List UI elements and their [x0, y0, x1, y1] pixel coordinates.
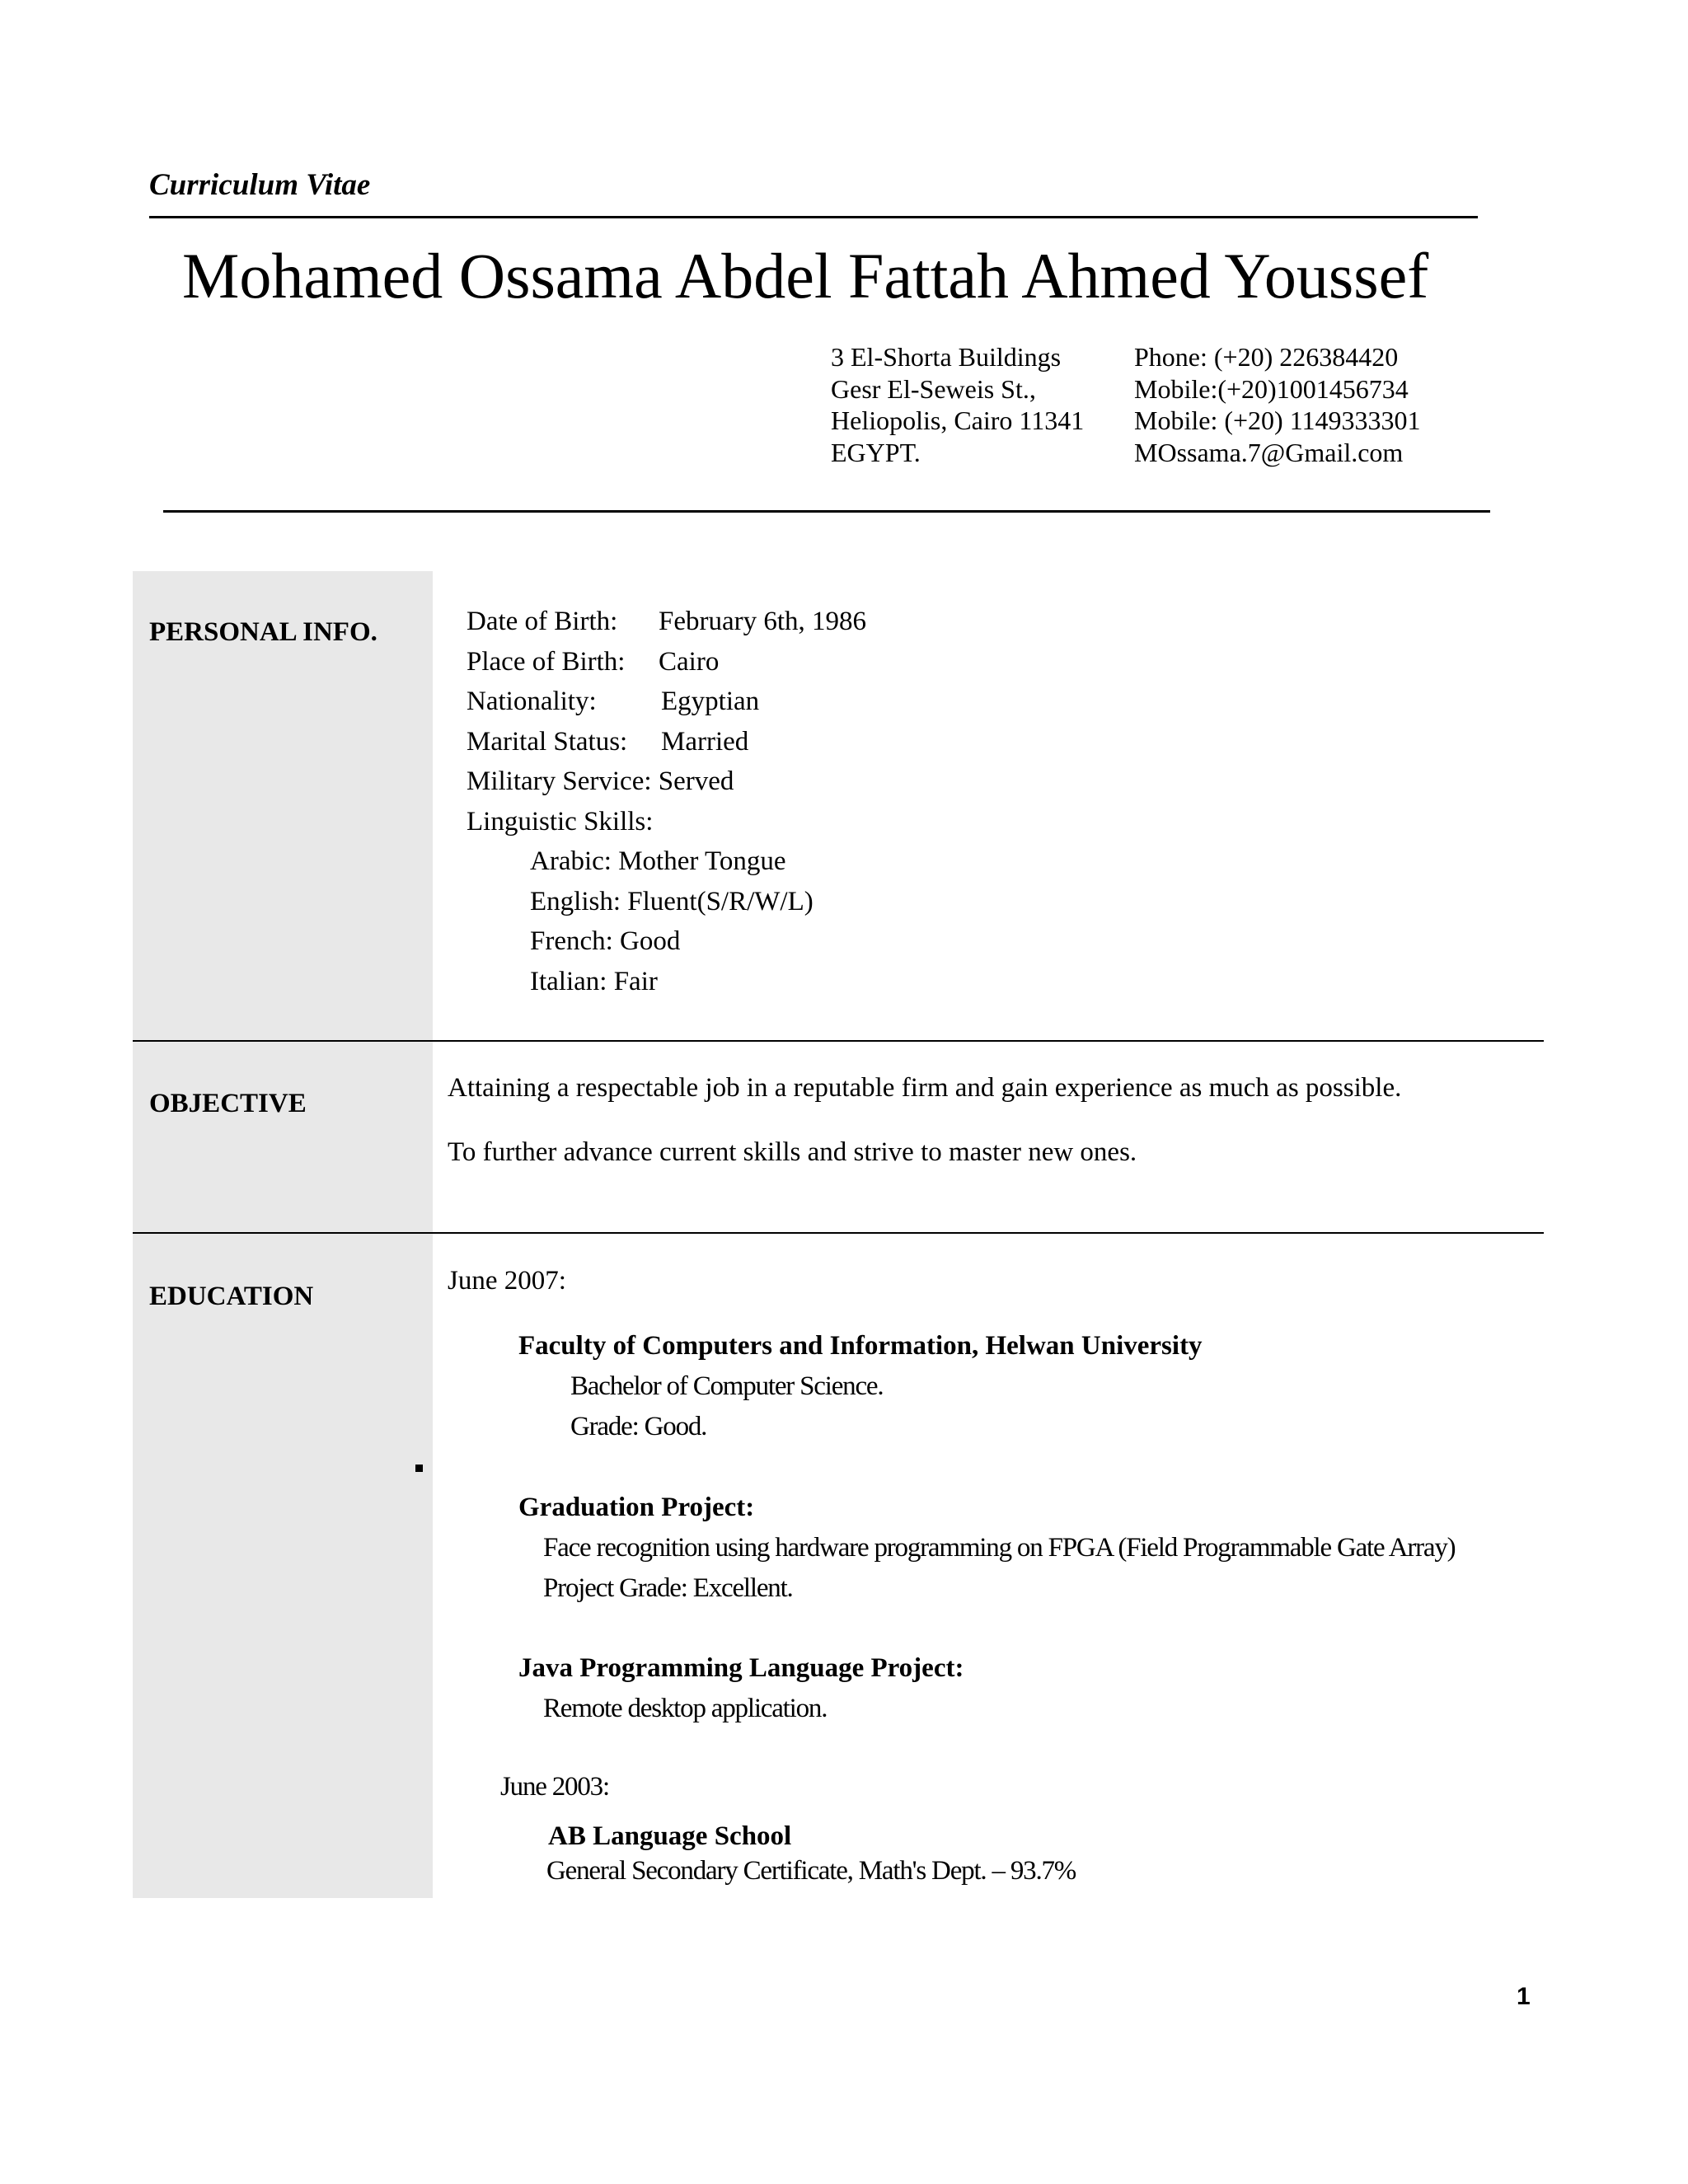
birth-date-row	[467, 602, 866, 642]
graduation-project-heading: Graduation Project:	[518, 1493, 755, 1522]
objective-line: To further advance current skills and strive to master new ones.	[448, 1137, 1137, 1167]
objective-heading: OBJECTIVE	[149, 1089, 307, 1118]
graduation-project-description: Face recognition using hardware programming on FPGA (Field Programmable Gate Array)	[543, 1533, 1456, 1563]
marital-status-row	[467, 722, 866, 762]
education-date: June 2007:	[448, 1266, 566, 1296]
section-divider	[133, 1040, 1544, 1042]
page-number: 1	[1517, 1983, 1531, 2010]
grade-line: Grade: Good.	[570, 1412, 707, 1441]
language-item: Italian: Fair	[530, 966, 658, 996]
java-project-description: Remote desktop application.	[543, 1694, 828, 1723]
military-service-row: Military Service: Served	[467, 766, 734, 796]
field-value: Egyptian	[661, 687, 760, 716]
objective-line: Attaining a respectable job in a reputable firm and gain experience as much as possible.	[448, 1073, 1402, 1103]
address-line: EGYPT.	[831, 437, 921, 467]
language-item: English: Fluent(S/R/W/L)	[530, 886, 814, 916]
language-list	[467, 841, 866, 1001]
bullet-marker	[415, 1465, 423, 1472]
education-heading: EDUCATION	[149, 1282, 314, 1311]
phone-line: Phone: (+20) 226384420	[1134, 342, 1399, 372]
language-item: Arabic: Mother Tongue	[530, 846, 786, 876]
birth-place-row	[467, 642, 866, 682]
field-label: Place of Birth:	[467, 646, 626, 677]
contact-block	[1134, 341, 1421, 468]
email-line: MOssama.7@Gmail.com	[1134, 437, 1404, 467]
field-label: Nationality:	[467, 687, 597, 716]
address-line: 3 El-Shorta Buildings	[831, 342, 1062, 372]
nationality-row	[467, 682, 866, 722]
degree-line: Bachelor of Computer Science.	[570, 1371, 884, 1401]
linguistic-skills-label: Linguistic Skills:	[467, 806, 654, 837]
personal-info-list	[467, 602, 866, 1001]
header-rule-top	[149, 216, 1478, 218]
section-divider	[133, 1232, 1544, 1234]
doc-title: Curriculum Vitae	[149, 168, 371, 202]
graduation-project-grade: Project Grade: Excellent.	[543, 1573, 793, 1603]
certificate-line: General Secondary Certificate, Math's Dept. – 93.7%	[546, 1856, 1076, 1886]
field-value: Married	[661, 726, 749, 757]
mobile-line: Mobile:(+20)1001456734	[1134, 373, 1409, 404]
field-value: February 6th, 1986	[659, 607, 867, 636]
header-rule-bottom	[163, 510, 1490, 513]
full-name: Mohamed Ossama Abdel Fattah Ahmed Youssef	[182, 240, 1429, 312]
address-line: Heliopolis, Cairo 11341	[831, 405, 1085, 435]
field-label: Marital Status:	[467, 726, 628, 757]
address-line: Gesr El-Seweis St.,	[831, 373, 1036, 404]
institution-name: Faculty of Computers and Information, Helwan University	[518, 1331, 1203, 1361]
field-label: Date of Birth:	[467, 607, 618, 636]
address-block	[831, 341, 1084, 468]
personal-info-heading: PERSONAL INFO.	[149, 617, 377, 647]
mobile-line: Mobile: (+20) 1149333301	[1134, 405, 1421, 435]
section-sidebar	[133, 571, 433, 1898]
school-name: AB Language School	[548, 1821, 792, 1851]
field-value: Cairo	[659, 646, 720, 677]
java-project-heading: Java Programming Language Project:	[518, 1653, 964, 1683]
language-item: French: Good	[530, 926, 681, 956]
education-date: June 2003:	[500, 1772, 609, 1802]
